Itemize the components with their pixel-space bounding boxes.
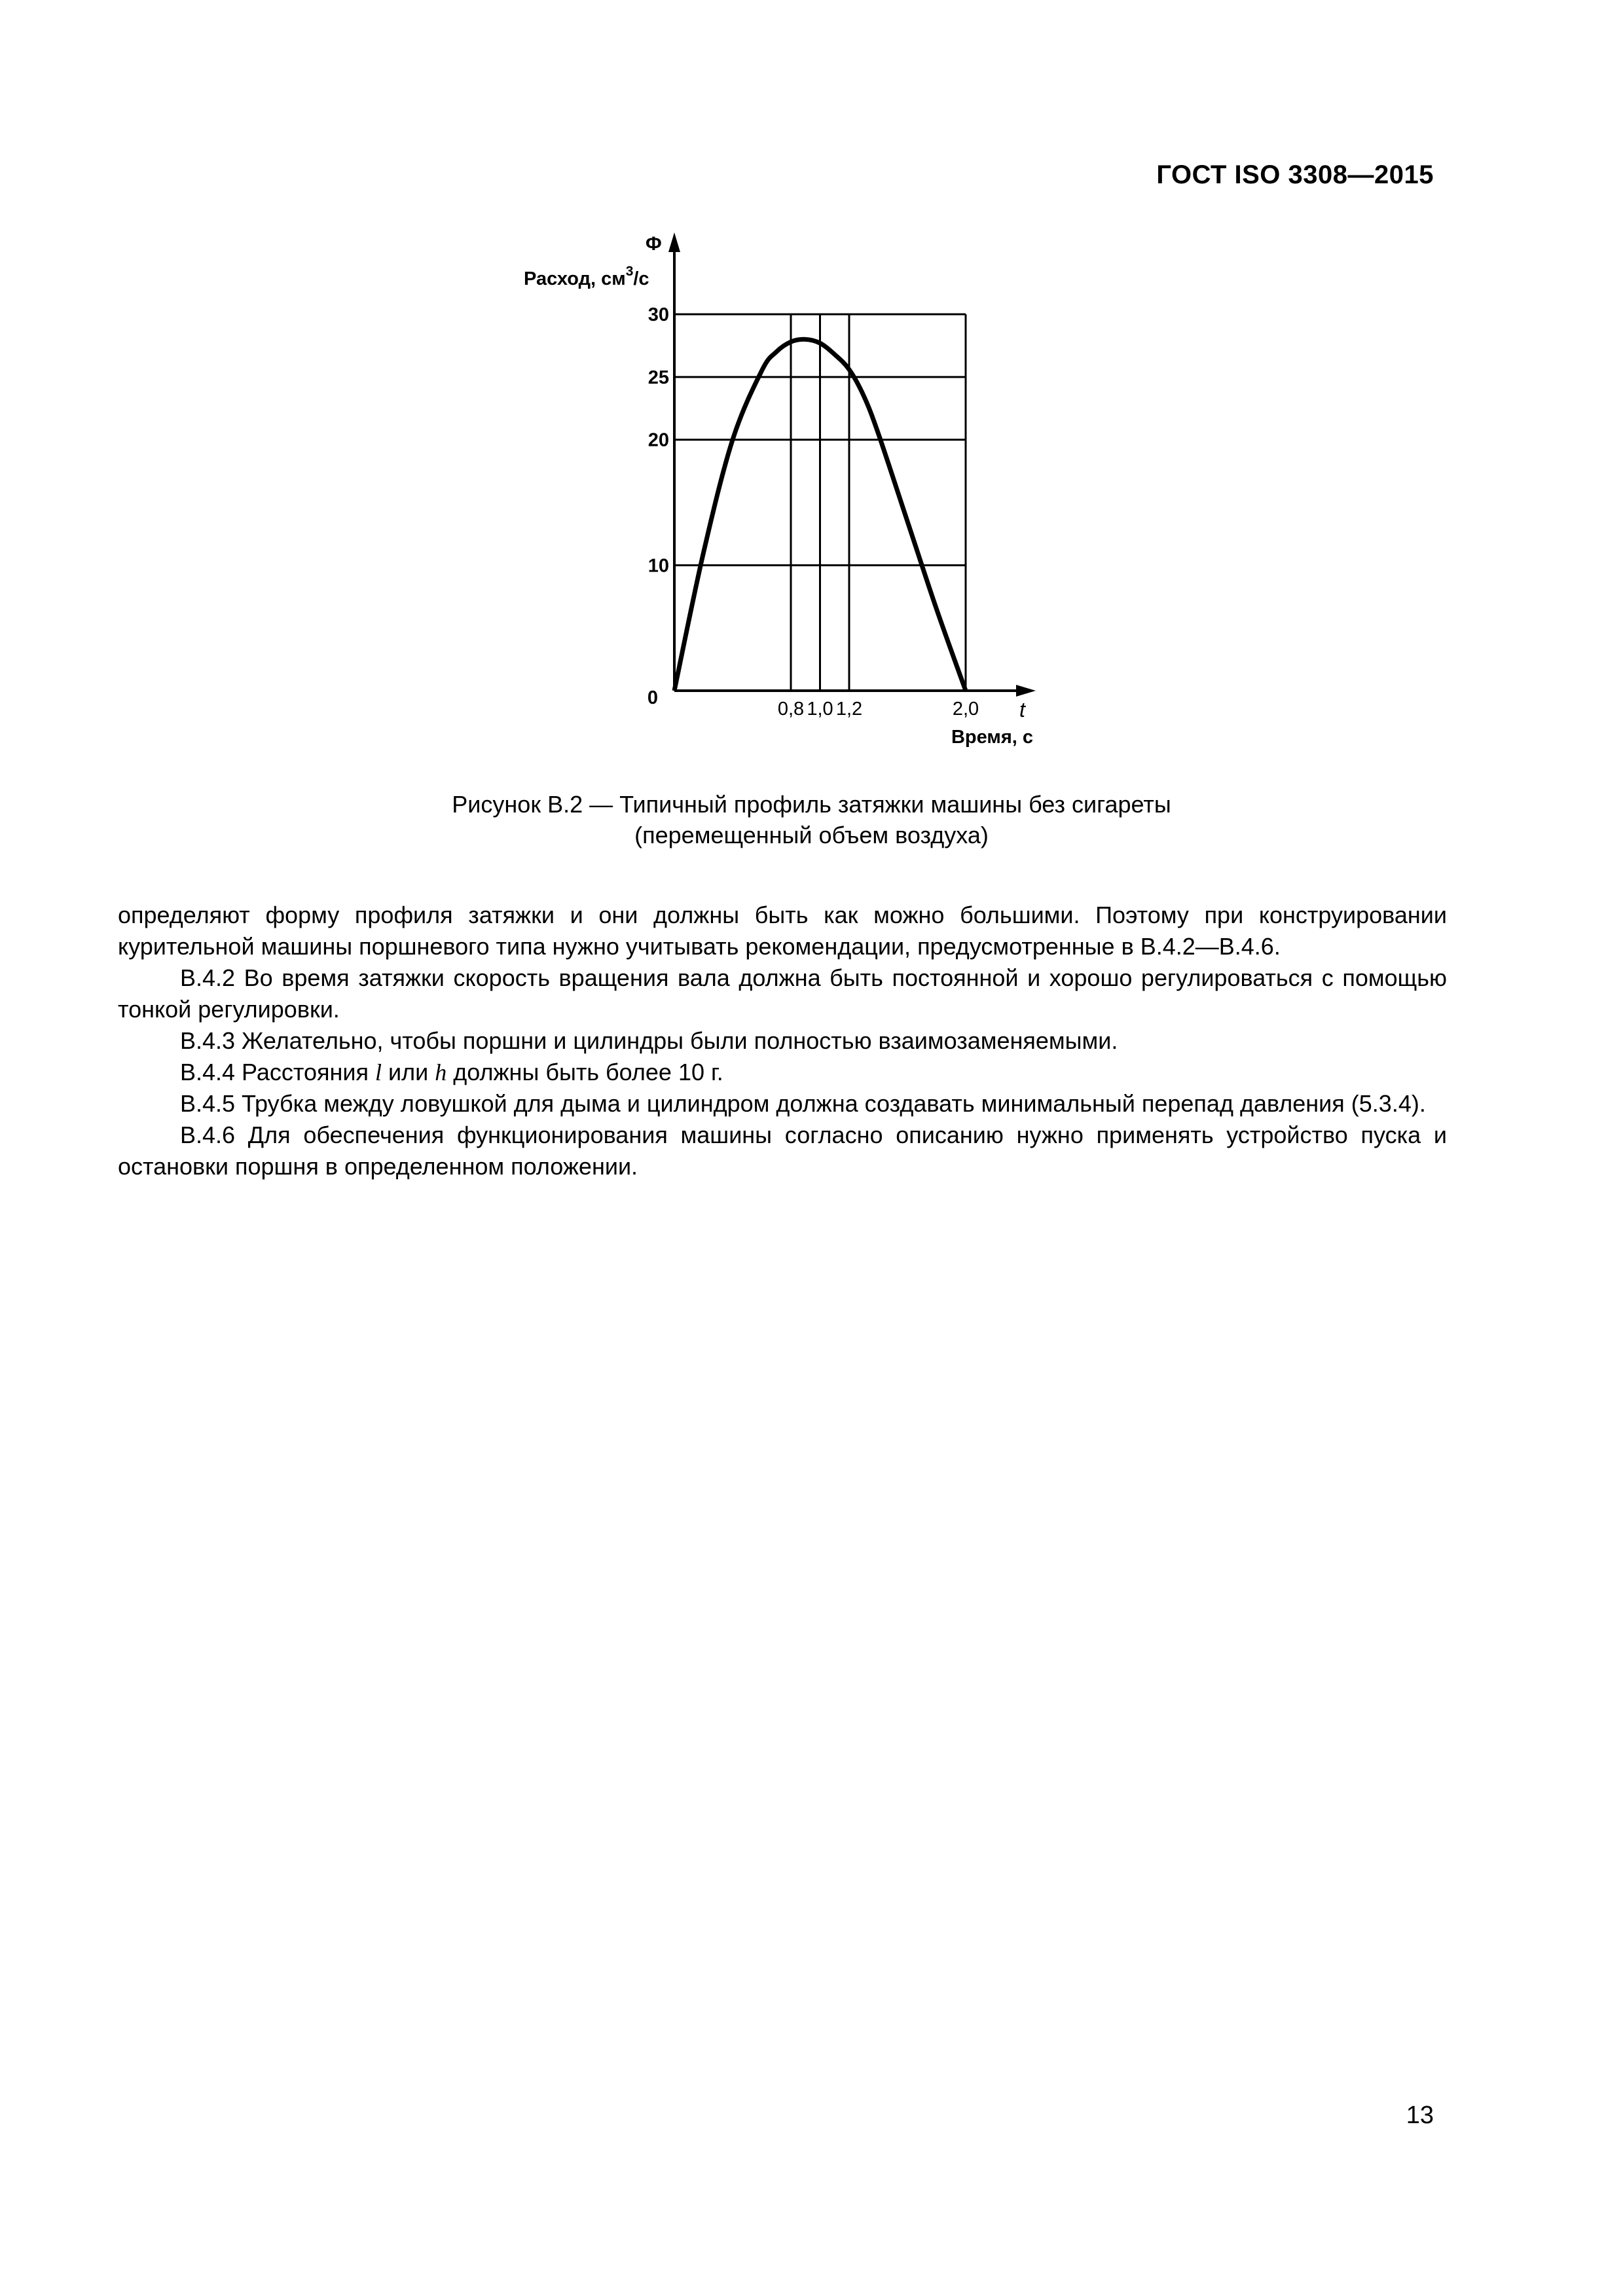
x-axis-symbol: t (1019, 698, 1025, 721)
paragraph-b42: В.4.2 Во время затяжки скорость вращения вала должна быть постоянной и хорошо регулироваться с помощью тонкой регулировки. (118, 964, 1447, 1023)
x-tick-label-2,0: 2,0 (952, 699, 979, 720)
y-axis-arrow (668, 232, 680, 252)
chart-grid (674, 314, 966, 691)
y-tick-label-20: 20 (647, 429, 669, 451)
y-tick-label-25: 25 (647, 367, 669, 388)
paragraph-b44: В.4.4 Расстояния l или h должны быть более 10 г. (180, 1059, 723, 1085)
y-tick-label-30: 30 (647, 304, 669, 325)
paragraph-b45: В.4.5 Трубка между ловушкой для дыма и цилиндром должна создавать минимальный перепад давления (5.3.4). (180, 1090, 1426, 1117)
x-tick-label-1,0: 1,0 (807, 699, 833, 720)
x-axis-arrow (1016, 685, 1036, 697)
x-axis-label: Время, с (951, 727, 1033, 748)
tick-labels (647, 304, 979, 720)
paragraph-b43: В.4.3 Желательно, чтобы поршни и цилиндры были полностью взаимозаменяемыми. (180, 1027, 1118, 1054)
paragraph-continuation: определяют форму профиля затяжки и они должны быть как можно большими. Поэтому при конструировании курительной машины поршневого типа нужно учитывать рекомендации, предусмотренные в В.4.2—В.4.6. (118, 902, 1447, 960)
document-header: ГОСТ ISO 3308—2015 (1156, 160, 1434, 189)
variable-l: l (374, 1059, 382, 1085)
y-axis-symbol: Φ (646, 233, 662, 255)
caption-line-2: (перемещенный объем воздуха) (634, 822, 989, 848)
x-tick-label-1,2: 1,2 (835, 699, 863, 720)
variable-h: h (435, 1059, 447, 1085)
x-tick-label-0,8: 0,8 (777, 699, 805, 720)
page-number: 13 (1406, 2102, 1434, 2129)
figure-caption (0, 789, 1623, 850)
caption-line-1: Рисунок В.2 — Типичный профиль затяжки машины без сигареты (452, 791, 1171, 818)
y-tick-label-0: 0 (647, 687, 658, 708)
puff-profile-chart (498, 223, 1061, 759)
body-text (118, 900, 1447, 1182)
y-tick-label-10: 10 (647, 555, 669, 577)
paragraph-b46: В.4.6 Для обеспечения функционирования машины согласно описанию нужно применять устройство пуска и остановки поршня в определенном положении. (118, 1121, 1447, 1180)
y-axis-label: Расход, $см^3/с$ (524, 264, 649, 289)
